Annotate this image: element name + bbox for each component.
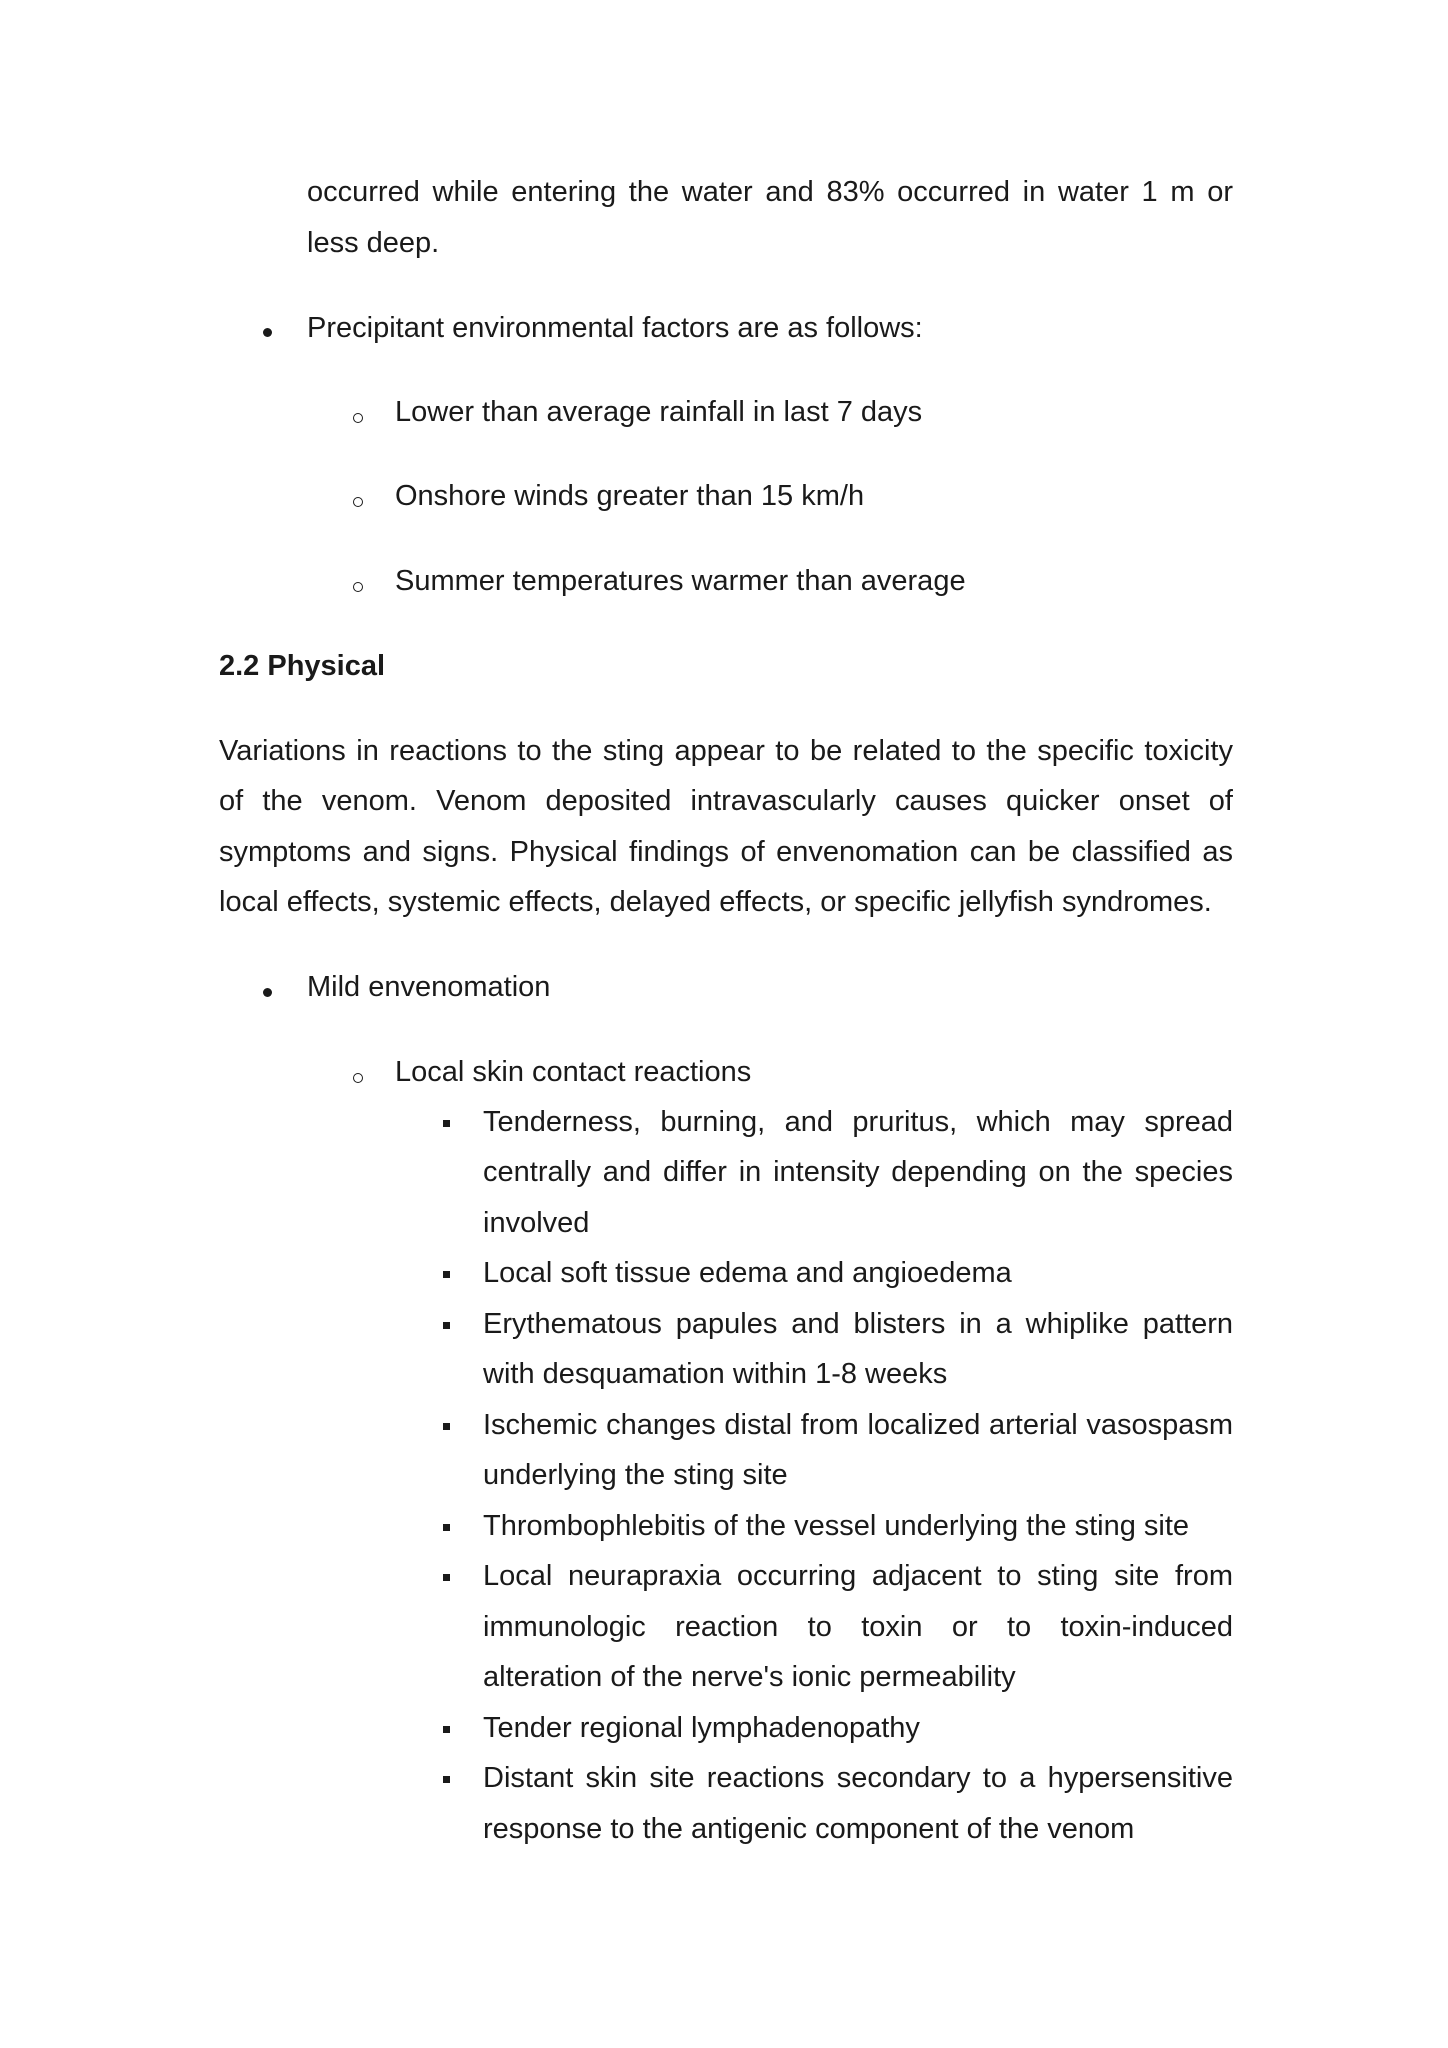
reaction-item-line: Tender regional lymphadenopathy bbox=[483, 1712, 920, 1744]
paragraph-line-3: symptoms and signs. Physical findings of envenomation can be classified as bbox=[219, 836, 1233, 868]
reaction-item-line: Tenderness, burning, and pruritus, which may spread bbox=[483, 1106, 1233, 1138]
reaction-item-line: involved bbox=[483, 1207, 590, 1239]
environmental-factors-heading: Precipitant environmental factors are as follows: bbox=[307, 312, 923, 344]
reaction-item-line: response to the antigenic component of the venom bbox=[483, 1813, 1135, 1845]
paragraph-line-4: local effects, systemic effects, delayed effects, or specific jellyfish syndromes. bbox=[219, 886, 1212, 918]
intro-line-1: occurred while entering the water and 83% occurred in water 1 m or bbox=[307, 176, 1233, 208]
reaction-item-line: Local neurapraxia occurring adjacent to sting site from bbox=[483, 1560, 1233, 1592]
bullet-circle-icon bbox=[353, 582, 363, 592]
bullet-square-icon bbox=[443, 1726, 450, 1733]
environmental-factor-item: Onshore winds greater than 15 km/h bbox=[395, 480, 865, 512]
mild-envenomation-label: Mild envenomation bbox=[307, 971, 551, 1003]
reaction-item-line: with desquamation within 1-8 weeks bbox=[483, 1358, 948, 1390]
bullet-square-icon bbox=[443, 1423, 450, 1430]
bullet-circle-icon bbox=[353, 413, 363, 423]
bullet-square-icon bbox=[443, 1574, 450, 1581]
bullet-square-icon bbox=[443, 1524, 450, 1531]
reaction-item-line: Local soft tissue edema and angioedema bbox=[483, 1257, 1012, 1289]
local-reactions-label: Local skin contact reactions bbox=[395, 1056, 752, 1088]
reaction-item-line: underlying the sting site bbox=[483, 1459, 788, 1491]
bullet-disc-icon bbox=[263, 988, 272, 997]
bullet-square-icon bbox=[443, 1120, 450, 1127]
paragraph-line-1: Variations in reactions to the sting appear to be related to the specific toxicity bbox=[219, 735, 1233, 767]
bullet-circle-icon bbox=[353, 497, 363, 507]
reaction-item-line: Ischemic changes distal from localized arterial vasospasm bbox=[483, 1409, 1233, 1441]
reaction-item-line: immunologic reaction to toxin or to toxin-induced bbox=[483, 1611, 1233, 1643]
bullet-square-icon bbox=[443, 1271, 450, 1278]
bullet-square-icon bbox=[443, 1322, 450, 1329]
bullet-disc-icon bbox=[263, 328, 272, 337]
reaction-item-line: Thrombophlebitis of the vessel underlying the sting site bbox=[483, 1510, 1190, 1542]
reaction-item-line: centrally and differ in intensity depending on the species bbox=[483, 1156, 1233, 1188]
environmental-factor-item: Summer temperatures warmer than average bbox=[395, 565, 966, 597]
bullet-square-icon bbox=[443, 1776, 450, 1783]
reaction-item-line: alteration of the nerve's ionic permeability bbox=[483, 1661, 1016, 1693]
reaction-item-line: Erythematous papules and blisters in a whiplike pattern bbox=[483, 1308, 1233, 1340]
environmental-factor-item: Lower than average rainfall in last 7 days bbox=[395, 396, 923, 428]
intro-line-2: less deep. bbox=[307, 227, 440, 259]
reaction-item-line: Distant skin site reactions secondary to a hypersensitive bbox=[483, 1762, 1233, 1794]
section-title: 2.2 Physical bbox=[219, 650, 386, 682]
paragraph-line-2: of the venom. Venom deposited intravascularly causes quicker onset of bbox=[219, 785, 1233, 817]
bullet-circle-icon bbox=[353, 1073, 363, 1083]
